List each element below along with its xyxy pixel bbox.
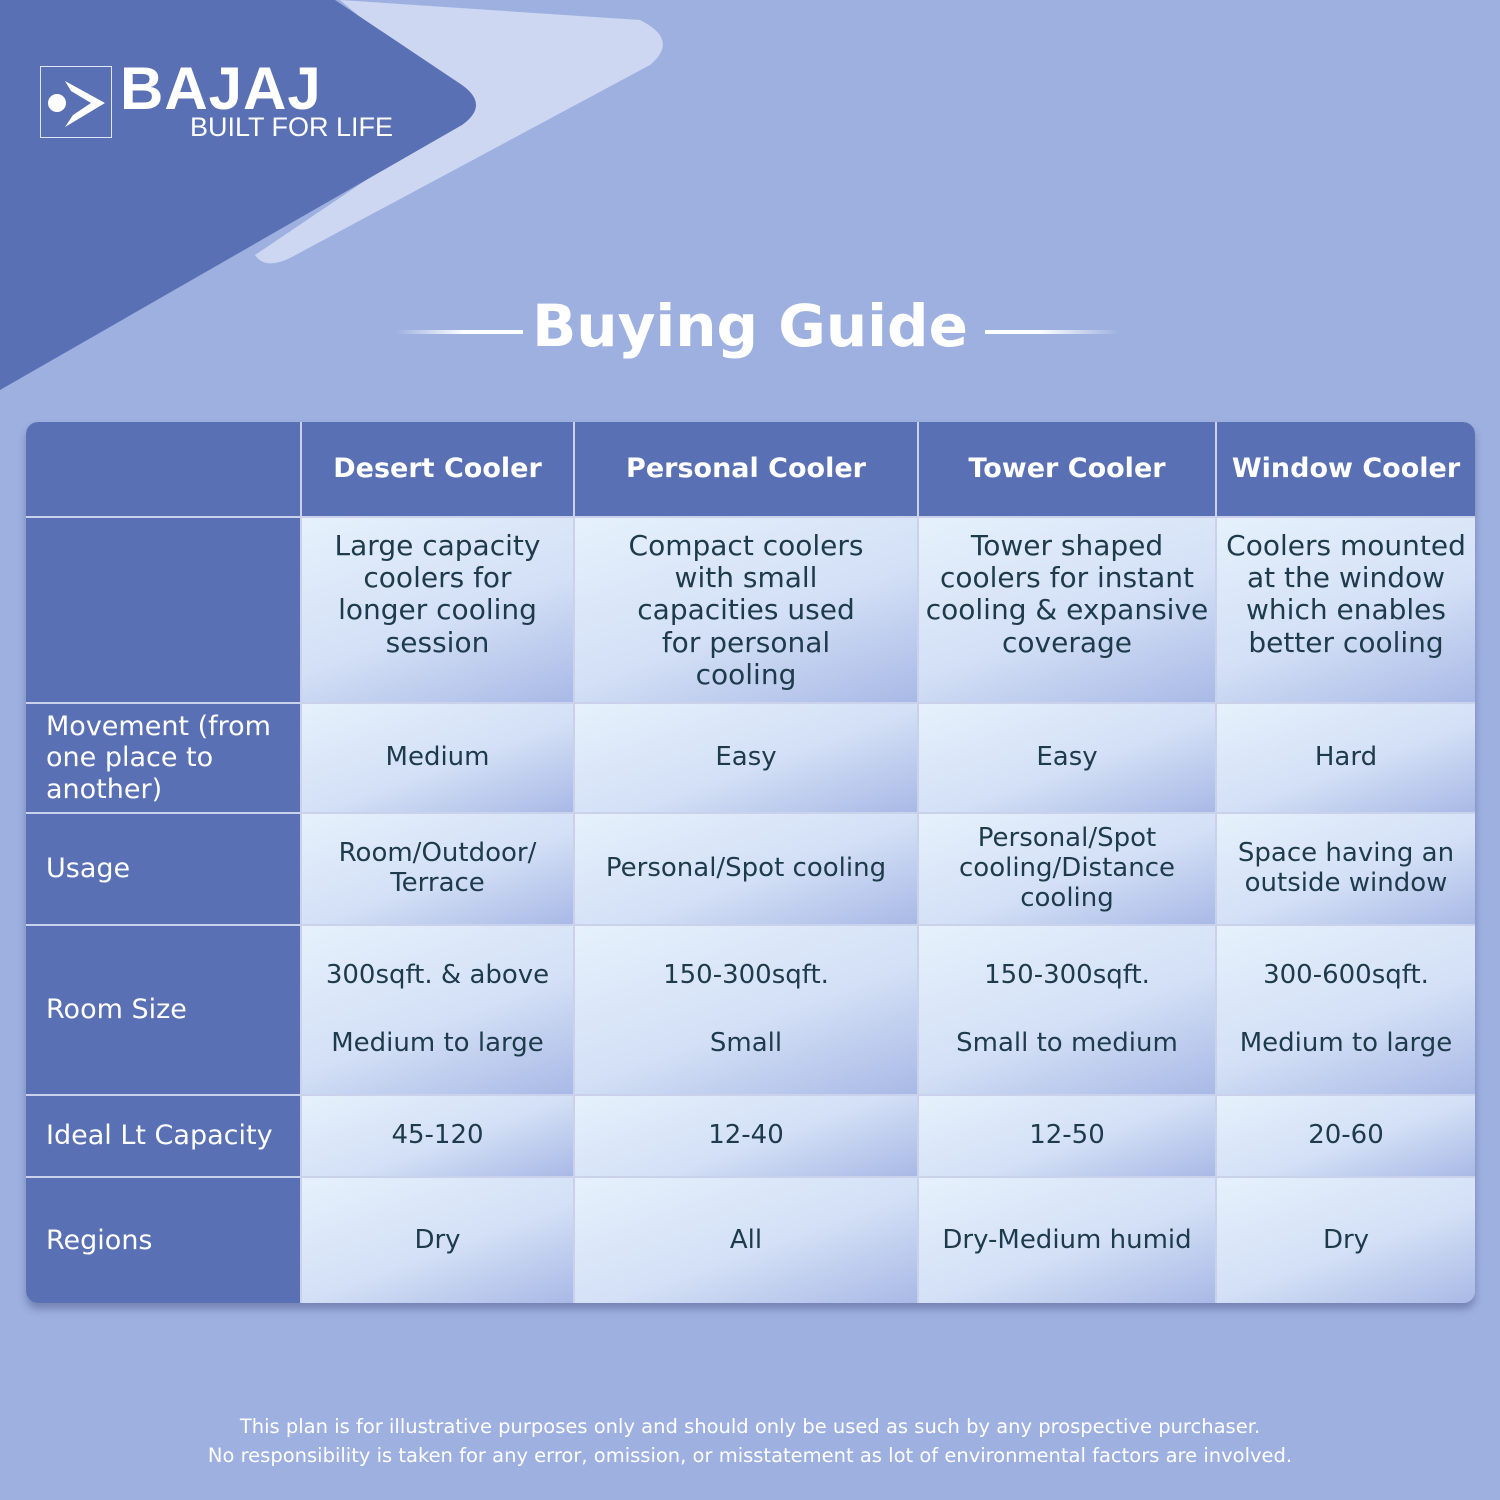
table-cell: Dry [302, 1178, 573, 1303]
brand-name: BAJAJ [120, 55, 322, 122]
row-label: Ideal Lt Capacity [26, 1096, 300, 1176]
description-cell: Compact coolers with small capacities used for personal cooling [575, 518, 917, 702]
room-size: Medium to large [1239, 1028, 1453, 1059]
room-area: 300sqft. & above [325, 960, 550, 991]
disclaimer-line: No responsibility is taken for any error, omission, or misstatement as lot of environmental factors are involved. [207, 1444, 1293, 1467]
page-title: Buying Guide [532, 292, 968, 360]
table-cell: Space having an outside window [1217, 814, 1475, 924]
table-cell: Personal/Spot cooling [575, 814, 917, 924]
table-cell: 12-40 [575, 1096, 917, 1176]
table-cell: Medium [302, 704, 573, 812]
table-cell: Easy [575, 704, 917, 812]
room-area: 150-300sqft. [984, 960, 1150, 991]
logo-mark-icon [40, 66, 112, 138]
table-cell: Easy [919, 704, 1215, 812]
table-cell: Room/Outdoor/ Terrace [302, 814, 573, 924]
table-cell [919, 926, 1215, 1094]
column-header: Personal Cooler [575, 422, 917, 516]
disclaimer [0, 1412, 1500, 1470]
table-cell [575, 926, 917, 1094]
table-cell: 45-120 [302, 1096, 573, 1176]
column-header: Desert Cooler [302, 422, 573, 516]
table-cell: Personal/Spot cooling/Distance cooling [919, 814, 1215, 924]
table-cell: Dry-Medium humid [919, 1178, 1215, 1303]
room-size: Medium to large [331, 1028, 544, 1059]
row-label: Regions [26, 1178, 300, 1303]
table-cell [302, 926, 573, 1094]
description-cell: Tower shaped coolers for instant cooling & expansive coverage [919, 518, 1215, 702]
column-header: Tower Cooler [919, 422, 1215, 516]
row-label: Room Size [26, 926, 300, 1094]
table-cell: All [575, 1178, 917, 1303]
room-size: Small [709, 1028, 783, 1059]
row-label: Usage [26, 814, 300, 924]
room-area: 300-600sqft. [1263, 960, 1429, 991]
table-cell: 12-50 [919, 1096, 1215, 1176]
row-label: Movement (from one place to another) [26, 704, 300, 812]
description-cell: Large capacity coolers for longer cooling session [302, 518, 573, 702]
table-cell: Dry [1217, 1178, 1475, 1303]
room-size: Small to medium [956, 1028, 1178, 1059]
comparison-table [26, 422, 1475, 1303]
table-cell: Hard [1217, 704, 1475, 812]
room-area: 150-300sqft. [663, 960, 829, 991]
table-cell [1217, 926, 1475, 1094]
column-header: Window Cooler [1217, 422, 1475, 516]
table-cell: 20-60 [1217, 1096, 1475, 1176]
brand-tagline: BUILT FOR LIFE [190, 112, 394, 142]
description-cell: Coolers mounted at the window which enables better cooling [1217, 518, 1475, 702]
row-label-empty [26, 518, 300, 702]
disclaimer-line: This plan is for illustrative purposes only and should only be used as such by any prospective purchaser. [239, 1415, 1261, 1438]
header-empty-cell [26, 422, 300, 516]
